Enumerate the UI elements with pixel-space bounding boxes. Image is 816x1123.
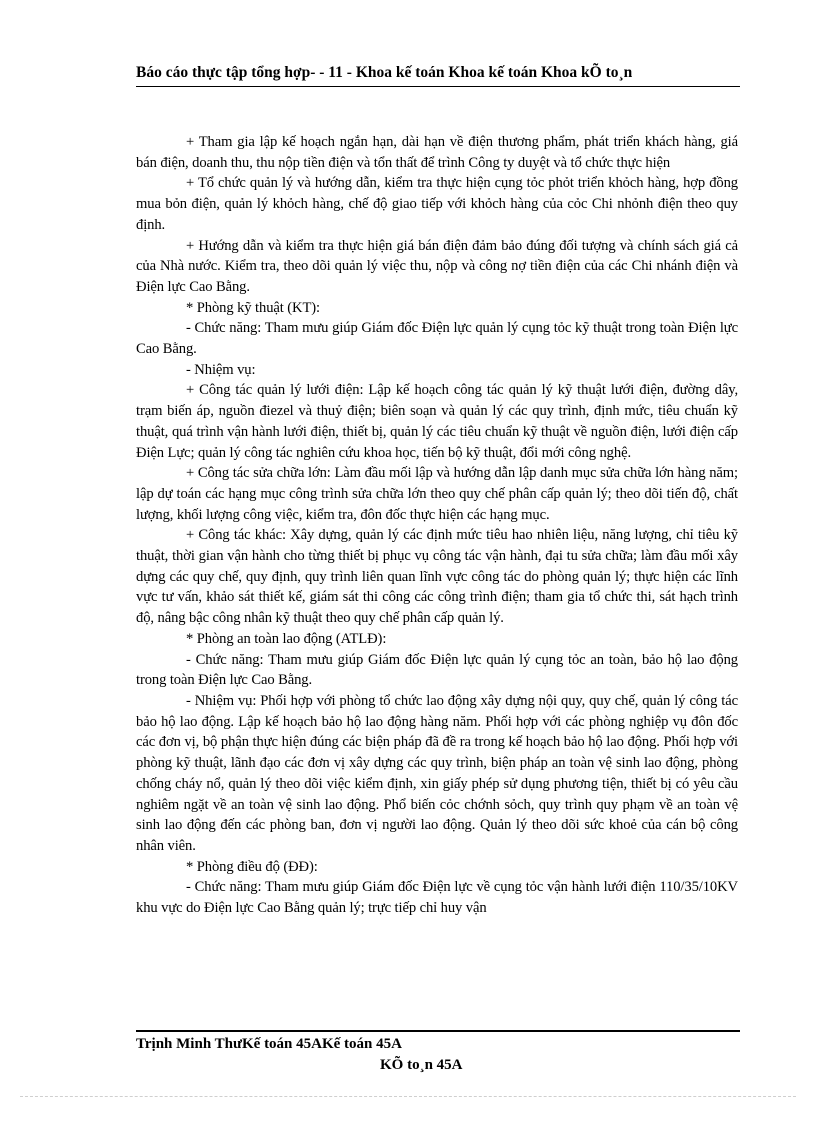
body-paragraph: + Tổ chức quản lý và hướng dẫn, kiểm tra thực hiện cụng tỏc phỏt triển khỏch hàng, hợp đồng mua bỏn điện, quản lý khỏch hàng, chế độ giao tiếp với khỏch hàng của cỏc Chi nhỏnh điện theo quy định. xyxy=(136,175,738,233)
body-paragraph: - Nhiệm vụ: Phối hợp với phòng tổ chức lao động xây dựng nội quy, quy chế, quản lý công tác bảo hộ lao động. Lập kế hoạch bảo hộ lao động hàng năm. Phối hợp với các phòng nghiệp vụ đôn đốc các đơn vị, bộ phận thực hiện đúng các biện pháp đã đề ra trong kế hoạch bảo hộ lao động. Phối hợp với phòng kỹ thuật, lãnh đạo các đơn vị xây dựng các quy trình, biện pháp an toàn vệ sinh lao động, phòng chống cháy nổ, quản lý theo dõi việc kiểm định, xin giấy phép sử dụng phương tiện, thiết bị có yêu cầu nghiêm ngặt về an toàn vệ sinh lao động. Phổ biến cỏc chớnh sỏch, quy trình quy phạm về an toàn vệ sinh lao động đến các phòng ban, đơn vị người lao động. Quản lý theo dõi sức khoẻ của cán bộ công nhân viên. xyxy=(136,692,738,854)
body-paragraph: - Nhiệm vụ: xyxy=(186,361,256,378)
body-paragraph: + Công tác sửa chữa lớn: Làm đầu mối lập và hướng dẫn lập danh mục sửa chữa lớn hàng năm; lập dự toán các hạng mục công trình sửa chữa lớn theo quy chế phân cấp quản lý; theo dõi tiến độ, chất lượng, khối lượng công việc, kiểm tra, đôn đốc thực hiện các hạng mục. xyxy=(136,465,738,523)
body-paragraph: - Chức năng: Tham mưu giúp Giám đốc Điện lực quản lý cụng tỏc kỹ thuật trong toàn Điện lực Cao Bằng. xyxy=(136,320,738,358)
body-paragraph: - Chức năng: Tham mưu giúp Giám đốc Điện lực quản lý cụng tỏc an toàn, bảo hộ lao động trong toàn Điện lực Cao Bằng. xyxy=(136,651,738,689)
page-header: Báo cáo thực tập tổng hợp- - 11 - Khoa kế toán Khoa kế toán Khoa kÕ to¸n xyxy=(136,64,633,81)
body-paragraph: + Công tác quản lý lưới điện: Lập kế hoạch công tác quản lý kỹ thuật lưới điện, đường dây, trạm biến áp, nguồn điezel và thuỷ điện; biên soạn và quản lý các quy trình, định mức, tiêu chuẩn kỹ thuật, quá trình vận hành lưới điện, thiết bị, quản lý các tiêu chuẩn kỹ thuật về nguồn điện, lưới điện cấp Điện Lực; quản lý công tác nghiên cứu khoa học, tiến bộ kỹ thuật, đổi mới công nghệ. xyxy=(136,382,738,461)
body-paragraph: + Tham gia lập kế hoạch ngắn hạn, dài hạn về điện thương phẩm, phát triển khách hàng, giá bán điện, doanh thu, thu nộp tiền điện và tổn thất để trình Công ty duyệt và tổ chức thực hiện xyxy=(136,134,738,171)
section-heading: * Phòng điều độ (ĐĐ): xyxy=(186,858,318,875)
body-paragraph: + Công tác khác: Xây dựng, quản lý các định mức tiêu hao nhiên liệu, năng lượng, chỉ tiêu kỹ thuật, thời gian vận hành cho từng thiết bị phục vụ công tác vận hành, đại tu sửa chữa; làm đầu mối xây dựng các quy chế, quy định, quy trình liên quan lĩnh vực công tác do phòng quản lý; thực hiện các lĩnh vực tư vấn, khảo sát thiết kế, giám sát thi công các công trình điện; tham gia tổ chức thi, sát hạch trình độ, nâng bậc công nhân kỹ thuật theo quy chế phân cấp quản lý. xyxy=(136,527,738,627)
header-rule xyxy=(136,86,740,87)
footer-rule xyxy=(136,1030,740,1032)
section-heading: * Phòng an toàn lao động (ATLĐ): xyxy=(186,630,387,647)
page-edge xyxy=(20,1096,796,1097)
body-paragraph: + Hướng dẫn và kiểm tra thực hiện giá bán điện đảm bảo đúng đối tượng và chính sách giá cả của Nhà nước. Kiểm tra, theo dõi quản lý việc thu, nộp và công nợ tiền điện của các Chi nhánh điện và Điện lực Cao Bằng. xyxy=(136,237,738,295)
document-body xyxy=(136,132,738,919)
section-heading: * Phòng kỹ thuật (KT): xyxy=(186,299,320,316)
footer-author-line: Trịnh Minh ThưKế toán 45AKế toán 45A xyxy=(136,1036,402,1052)
body-paragraph: - Chức năng: Tham mưu giúp Giám đốc Điện lực về cụng tỏc vận hành lưới điện 110/35/10KV khu vực do Điện lực Cao Bằng quản lý; trực tiếp chỉ huy vận xyxy=(136,879,738,917)
footer-class-line: KÕ to¸n 45A xyxy=(380,1057,463,1073)
